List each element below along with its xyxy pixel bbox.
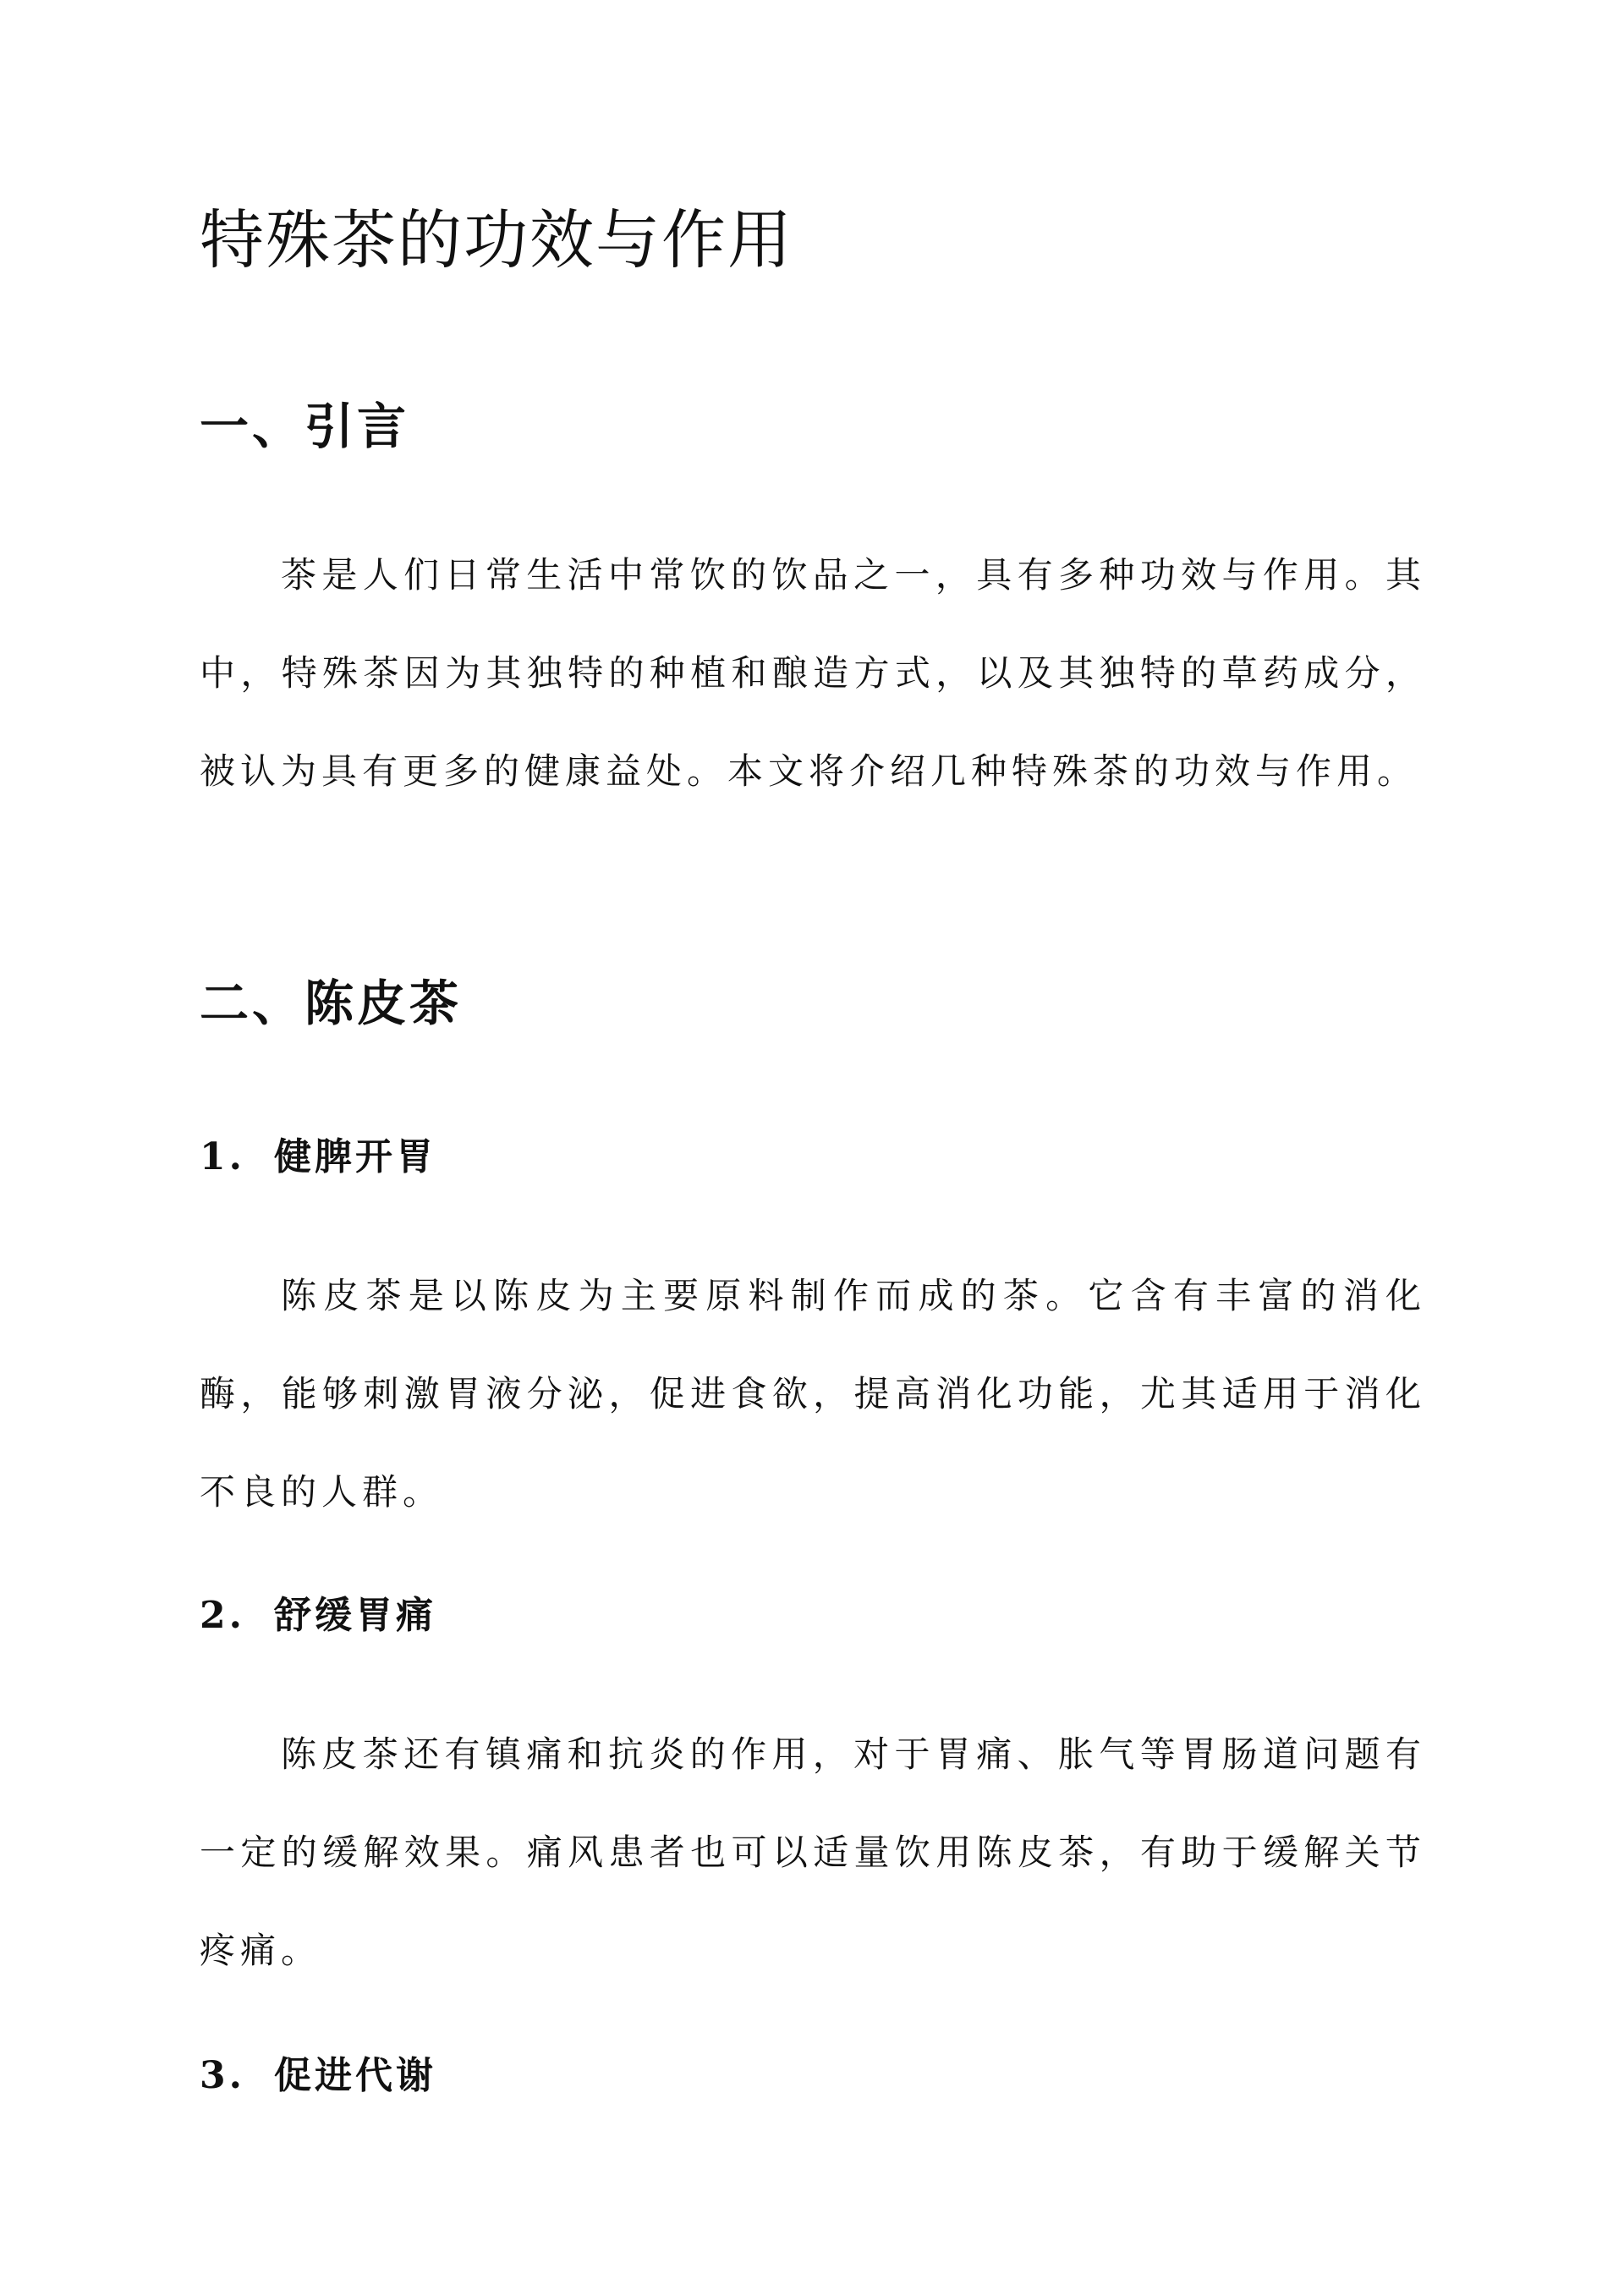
subsection-heading-3 [200, 2054, 436, 2099]
subsection-title: 促进代谢 [274, 2054, 436, 2097]
introduction-paragraph: 茶是人们日常生活中常饮的饮品之一，具有多种功效与作用。其中，特殊茶因为其独特的种植和酿造方式，以及其独特的草药成分，被认为具有更多的健康益处。本文将介绍几种特殊茶的功效与作用。 [200, 554, 1426, 792]
section-heading-chenpi-tea: 二、陈皮茶 [200, 975, 463, 1032]
document-title: 特殊茶的功效与作用 [200, 202, 793, 277]
subsection-number: 3. [200, 2054, 245, 2097]
section-heading-introduction: 一、引言 [200, 398, 410, 455]
subsection-2-paragraph: 陈皮茶还有镇痛和抗炎的作用，对于胃痛、胀气等胃肠道问题有一定的缓解效果。痛风患者也可以适量饮用陈皮茶，有助于缓解关节疼痛。 [200, 1733, 1426, 1971]
subsection-number: 2. [200, 1594, 245, 1637]
subsection-heading-2 [200, 1594, 436, 1639]
subsection-1-paragraph: 陈皮茶是以陈皮为主要原料制作而成的茶。它含有丰富的消化酶，能够刺激胃液分泌，促进食欲，提高消化功能，尤其适用于消化不良的人群。 [200, 1275, 1426, 1513]
subsection-title: 健脾开胃 [274, 1135, 436, 1178]
subsection-heading-1 [200, 1135, 436, 1180]
subsection-number: 1. [200, 1135, 245, 1178]
subsection-title: 舒缓胃痛 [274, 1594, 436, 1637]
